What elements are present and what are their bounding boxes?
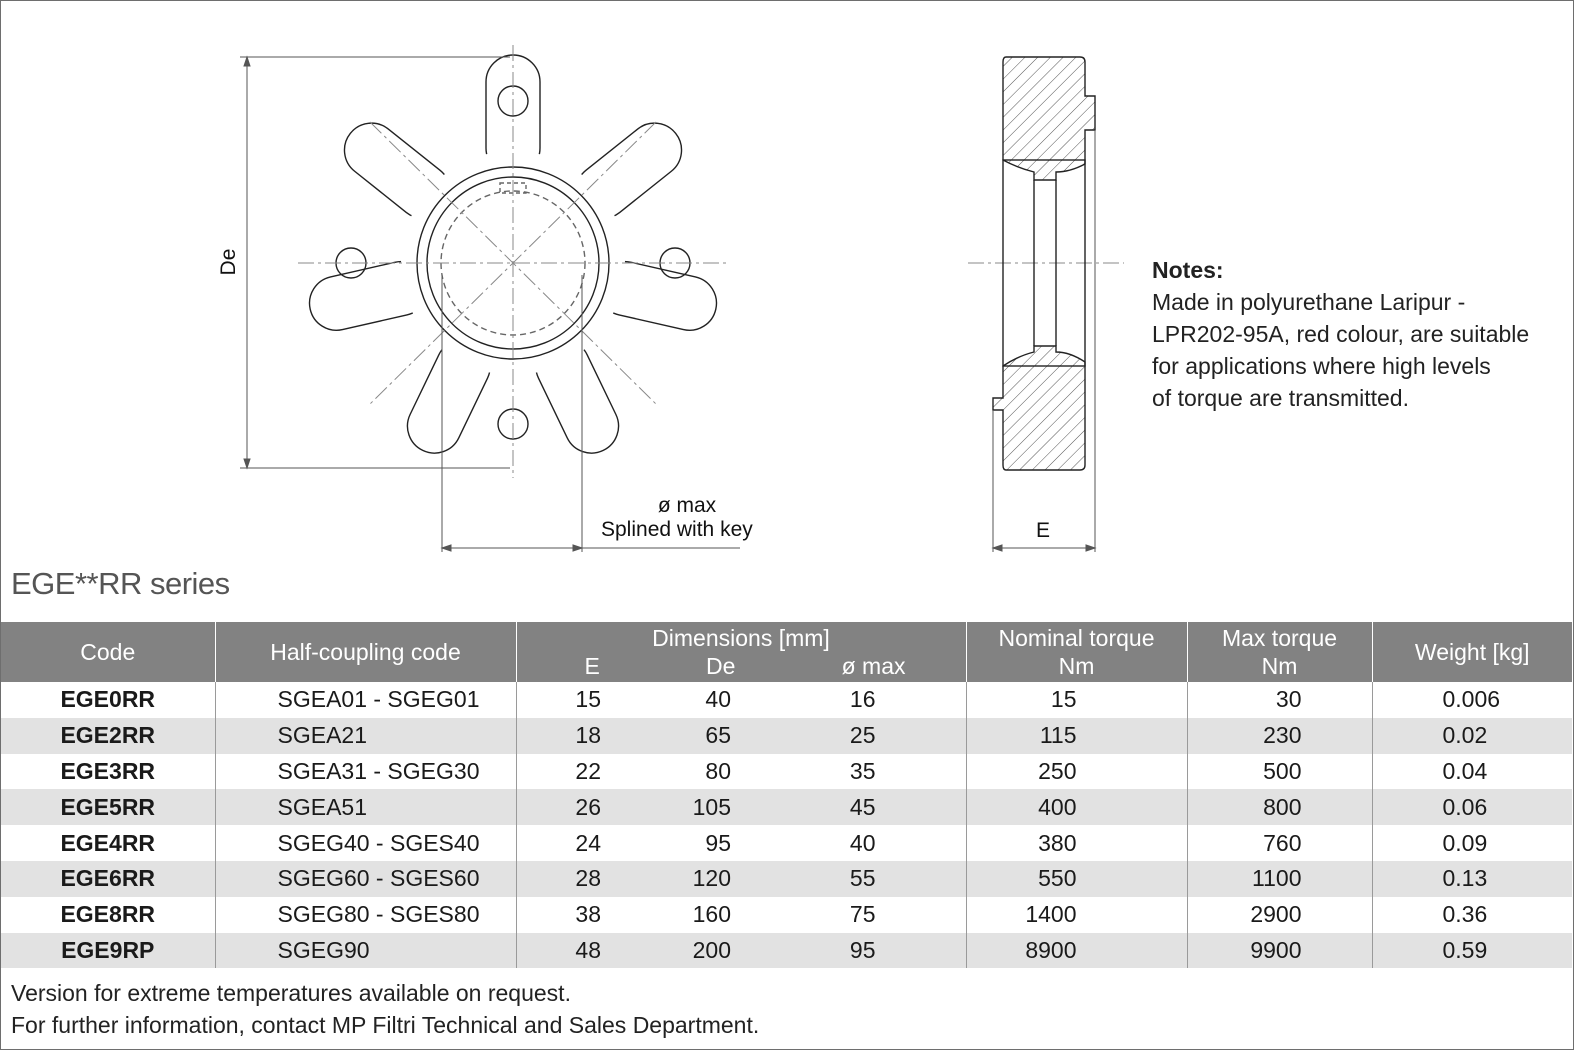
cell-weight: 0.04 [1372, 754, 1572, 790]
header-max-torque-label: Max torque [1221, 625, 1338, 651]
spec-table [1, 622, 1572, 968]
table-row [1, 718, 1572, 754]
cell-dim-e: 28 [516, 861, 634, 897]
header-dimensions-title: Dimensions [mm] [652, 625, 830, 651]
cell-dim-de: 120 [634, 861, 779, 897]
cell-dim-phimax: 75 [849, 901, 876, 928]
notes-line: of torque are transmitted. [1152, 385, 1409, 411]
cell-max-torque: 500 [1187, 754, 1372, 790]
cell-dim-e: 38 [516, 897, 634, 933]
header-nominal-torque-unit: Nm [1058, 653, 1095, 679]
splined-with-key-label: Splined with key [601, 518, 753, 541]
header-dim-de: De [706, 653, 736, 679]
cell-nominal-torque: 8900 [966, 933, 1187, 969]
table-row [1, 933, 1572, 969]
cell-max-torque: 9900 [1187, 933, 1372, 969]
cell-dim-e: 26 [516, 789, 634, 825]
cell-weight: 0.02 [1372, 718, 1572, 754]
cell-nominal-torque: 380 [966, 825, 1187, 861]
cell-code: EGE6RR [1, 861, 215, 897]
header-max-torque [1187, 622, 1372, 682]
notes-title: Notes: [1152, 257, 1224, 283]
front-view [240, 45, 740, 552]
cell-half-coupling: SGEA51 [215, 789, 516, 825]
cell-weight: 0.36 [1372, 897, 1572, 933]
footer-line: For further information, contact MP Filtri Technical and Sales Department. [11, 1012, 760, 1038]
cell-half-coupling: SGEA21 [215, 718, 516, 754]
cell-dim-e: 15 [516, 682, 634, 718]
e-dimension-label: E [1036, 519, 1051, 542]
header-weight: Weight [kg] [1372, 622, 1572, 682]
cell-dim-de: 105 [634, 789, 779, 825]
header-dim-phimax: ø max [841, 653, 906, 679]
header-dim-e: E [584, 653, 600, 679]
cell-dim-e: 22 [516, 754, 634, 790]
footer-line: Version for extreme temperatures available on request. [11, 980, 571, 1006]
table-header-row [1, 622, 1572, 682]
de-dimension-label: De [217, 248, 240, 276]
header-half-coupling: Half-coupling code [215, 622, 516, 682]
cell-weight: 0.09 [1372, 825, 1572, 861]
cell-nominal-torque: 250 [966, 754, 1187, 790]
cell-code: EGE8RR [60, 901, 156, 928]
cell-half-coupling: SGEG60 - SGES60 [215, 861, 516, 897]
notes-line: LPR202-95A, red colour, are suitable [1152, 321, 1530, 347]
cell-code: EGE5RR [1, 789, 215, 825]
cell-dim-phimax: 25 [779, 718, 966, 754]
cell-code: EGE4RR [60, 829, 156, 856]
header-max-torque-unit: Nm [1261, 653, 1298, 679]
cell-weight: 0.006 [1372, 682, 1572, 718]
footer-notes [11, 977, 759, 1041]
cell-dim-de: 80 [705, 757, 731, 784]
series-title: EGE**RR series [11, 566, 230, 601]
cell-max-torque: 800 [1187, 789, 1372, 825]
cell-max-torque: 2900 [1187, 897, 1372, 933]
table-row [1, 897, 1572, 933]
table-body [1, 682, 1572, 968]
cell-half-coupling: SGEG90 [215, 933, 516, 969]
notes-line: Made in polyurethane Laripur - [1152, 289, 1466, 315]
cell-dim-de: 200 [634, 933, 779, 969]
notes-line: for applications where high levels [1152, 353, 1491, 379]
cell-dim-phimax: 16 [849, 686, 876, 713]
notes-block [1152, 254, 1529, 414]
cell-dim-phimax: 40 [849, 829, 876, 856]
cell-max-torque: 230 [1187, 718, 1372, 754]
cell-half-coupling: SGEG80 - SGES80 [215, 897, 516, 933]
phi-max-dimension-label: ø max [657, 494, 717, 517]
cell-dim-de: 40 [705, 686, 731, 713]
header-nominal-torque-label: Nominal torque [998, 625, 1155, 651]
table-row [1, 789, 1572, 825]
cell-weight: 0.59 [1372, 933, 1572, 969]
cell-weight: 0.06 [1372, 789, 1572, 825]
cell-dim-phimax: 35 [849, 757, 876, 784]
cell-nominal-torque: 400 [966, 789, 1187, 825]
cell-weight: 0.13 [1372, 861, 1572, 897]
header-dimensions [516, 622, 966, 682]
cell-max-torque: 1100 [1187, 861, 1372, 897]
cell-nominal-torque: 1400 [966, 897, 1187, 933]
cell-nominal-torque: 550 [966, 861, 1187, 897]
cell-nominal-torque: 15 [966, 682, 1187, 718]
table-row [1, 754, 1572, 790]
cell-half-coupling: SGEG40 - SGES40 [215, 825, 516, 861]
header-nominal-torque [966, 622, 1187, 682]
cell-code: EGE3RR [60, 757, 156, 784]
table-row [1, 825, 1572, 861]
table-row [1, 682, 1572, 718]
cell-dim-phimax: 55 [779, 861, 966, 897]
cell-dim-e: 24 [516, 825, 634, 861]
section-view [968, 57, 1124, 552]
cell-dim-de: 65 [634, 718, 779, 754]
cell-half-coupling: SGEA31 - SGEG30 [215, 754, 516, 790]
cell-max-torque: 760 [1187, 825, 1372, 861]
cell-code: EGE0RR [60, 686, 156, 713]
cell-dim-de: 95 [705, 829, 731, 856]
header-code: Code [1, 622, 215, 682]
cell-nominal-torque: 115 [966, 718, 1187, 754]
cell-dim-e: 48 [516, 933, 634, 969]
cell-max-torque: 30 [1187, 682, 1372, 718]
cell-dim-phimax: 95 [779, 933, 966, 969]
cell-half-coupling: SGEA01 - SGEG01 [215, 682, 516, 718]
cell-dim-e: 18 [516, 718, 634, 754]
table-row [1, 861, 1572, 897]
cell-code: EGE2RR [1, 718, 215, 754]
cell-dim-phimax: 45 [779, 789, 966, 825]
cell-code: EGE9RP [1, 933, 215, 969]
cell-dim-de: 160 [692, 901, 731, 928]
